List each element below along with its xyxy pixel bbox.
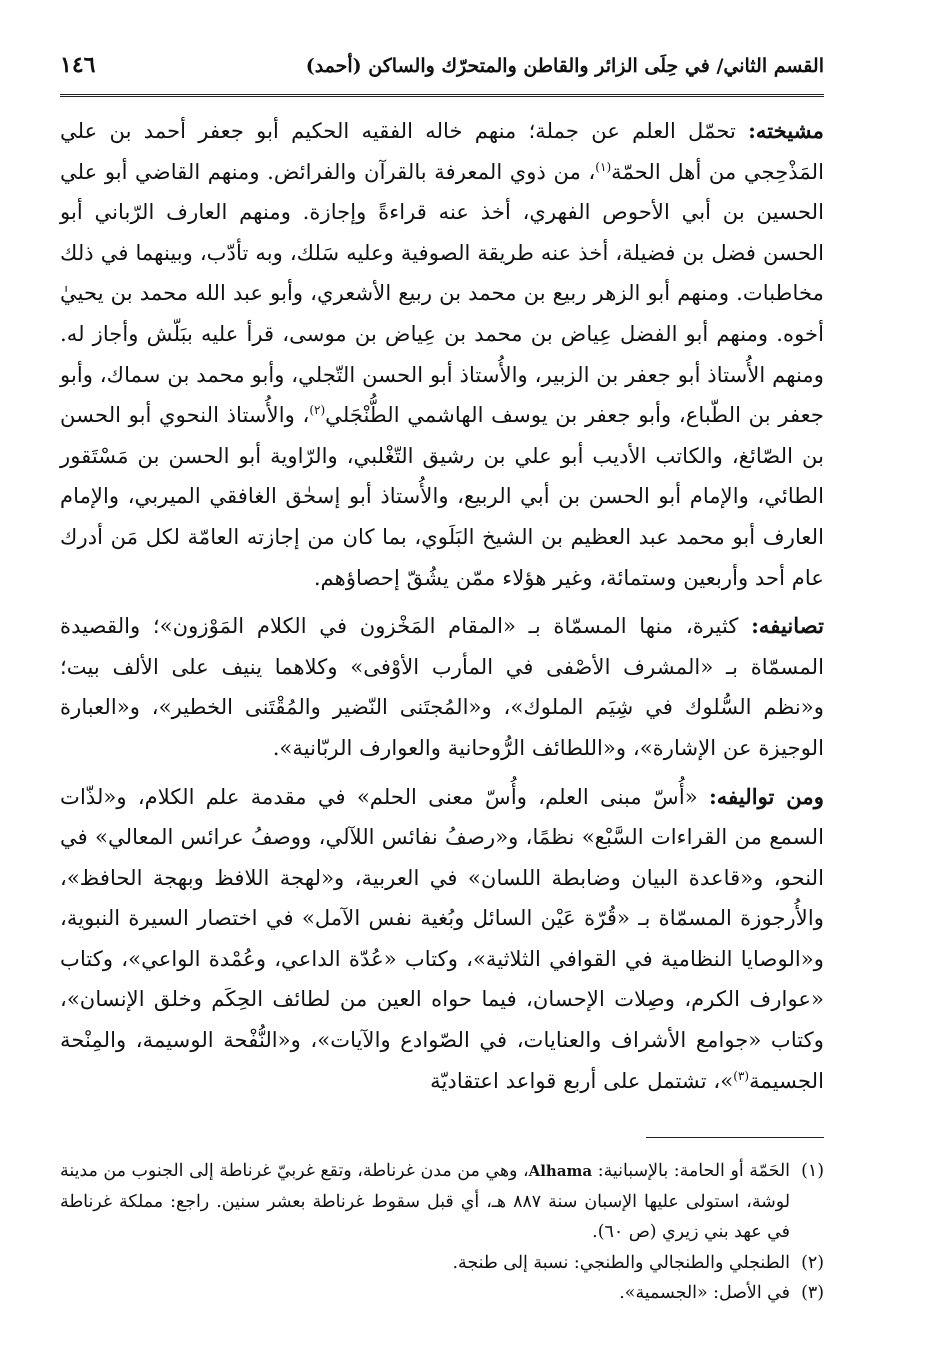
footnote-2 [60,1248,824,1279]
main-text [60,111,824,1101]
section-label-tasanif: تصانيفه: [751,613,824,639]
footnote-ref-2[interactable]: (٢) [309,403,326,418]
footnote-1 [60,1156,824,1248]
footnote-divider [646,1137,824,1138]
footnote-text-part: ، وهي من مدن غرناطة، وتقع غربيّ غرناطة إلى الجنوب من مدينة لوشة، استولى عليها الإسبان سنة ٨٨٧ هـ، أي قبل سقوط غرناطة بعشر سنين. راجع: مملكة غرناطة في عهد بني زيري (ص ٦٠). [60,1161,790,1243]
footnote-number: (١) [801,1161,824,1181]
section-label-tawalif: ومن تواليفه: [708,783,825,809]
paragraph-text: «أُسّ مبنى العلم، وأُسّ معنى الحلم» في مقدمة علم الكلام، و«لذّات السمع من القراءات السَّبْع» نظمًا، و«رصفُ نفائس اللآلي، ووصفُ عرائس المعالي» في النحو، و«قاعدة البيان وضابطة اللسان» في العربية، و«لهجة اللافظ وبهجة الحافظ»، والأُرجوزة المسمّاة بـ «قُرّة عَيْن السائل وبُغية نفس الآمل» في اختصار السيرة النبوية، و«الوصايا النظامية في القوافي الثلاثية»، وكتاب «عُدّة الداعي، وعُمْدة الواعي»، وكتاب «عوارف الكرم، وصِلات الإحسان، فيما حواه العين من لطائف الحِكَم وخلق الإنسان»، وكتاب «جوامع الأشراف والعنايات، في الصّوادع والآيات»، و«النُّفْحة الوسيمة، والمِنْحة الجسيمة [60,783,824,1093]
footnote-3 [60,1278,824,1309]
paragraph-text: تحمّل العلم عن جملة؛ منهم خاله الفقيه الحكيم أبو جعفر أحمد بن علي المَذْحِجي من أهل الحمّة [60,118,825,184]
section-label-mashyakha: مشيخته: [748,118,824,143]
book-page [60,52,824,1352]
footnote-ref-1[interactable]: (١) [595,159,612,174]
header-title: القسم الثاني/ في حِلَى الزائر والقاطن والمتحرّك والساكن (أحمد) [305,55,824,77]
running-header [60,52,824,97]
footnote-latin-term: Alhama [528,1162,593,1180]
paragraph-tawalif [60,777,824,1102]
paragraph-mashyakha [60,111,824,598]
footnotes [60,1156,824,1309]
paragraph-text: ، والأُستاذ النحوي أبو الحسن بن الصّائغ، والكاتب الأديب أبو علي بن رشيق التّغْلبي، والرّاوية أبو الحسن بن مَسْتَقور الطائي، والإمام أبو الحسن بن أبي الربيع، والأُستاذ أبو إسحٰق الغافقي الميربي، والإمام العارف أبو محمد عبد العظيم بن الشيخ البَلَوي، بما كان من إجازته العامّة لكل مَن أدرك عام أحد وأربعين وستمائة، وغير هؤلاء ممّن يشُقّ إحصاؤهم. [60,402,824,590]
footnote-text: في الأصل: «الجسمية». [619,1283,790,1304]
page-number: ١٤٦ [60,52,96,78]
paragraph-text: ، من ذوي المعرفة بالقرآن والفرائض. ومنهم القاضي أبو علي الحسين بن أبي الأحوص الفهري، أخذ عنه قراءةً وإجازة. ومنهم العارف الرّباني أبو الحسن فضل بن فضيلة، أخذ عنه طريقة الصوفية وعليه سَلك، وبه تأدّب، وبينهما في ذلك مخاطبات. ومنهم أبو الزهر ربيع بن محمد بن ربيع الأشعري، وأبو عبد الله محمد بن يحييٰ أخوه. ومنهم أبو الفضل عِياض بن محمد بن عِياض بن موسى، قرأ عليه ببَلّش وأجاز له. ومنهم الأُستاذ أبو جعفر بن الزبير، والأُستاذ أبو الحسن التّجلي، وأبو محمد بن سماك، وأبو جعفر بن الطّباع، وأبو جعفر بن يوسف الهاشمي الطُّنْجَلي [60,158,824,428]
paragraph-tasanif [60,606,824,768]
footnote-text: الطنجلي والطنجالي والطنجي: نسبة إلى طنجة. [452,1252,790,1273]
footnote-ref-3[interactable]: (٣) [733,1068,750,1083]
paragraph-text: كثيرة، منها المسمّاة بـ «المقام المَخْزون في الكلام المَوْزون»؛ والقصيدة المسمّاة بـ «المشرف الأصْفى في المأرب الأوْفى» وكلاهما ينيف على الألف بيت؛ و«نظم السُّلوك في شِيَم الملوك»، و«المُجتَنى النّضير والمُقْتَنى الخطير»، و«العبارة الوجيزة عن الإشارة»، و«اللطائف الرُّوحانية والعوارف الربّانية». [60,613,824,760]
footnote-text [60,1156,790,1248]
footnote-number: (٣) [801,1283,824,1304]
footnote-text-part: الحَمّة أو الحامة: بالإسبانية: [592,1161,790,1181]
paragraph-text: »، تشتمل على أربع قواعد اعتقاديّة [430,1067,734,1093]
footnote-number: (٢) [801,1252,824,1273]
